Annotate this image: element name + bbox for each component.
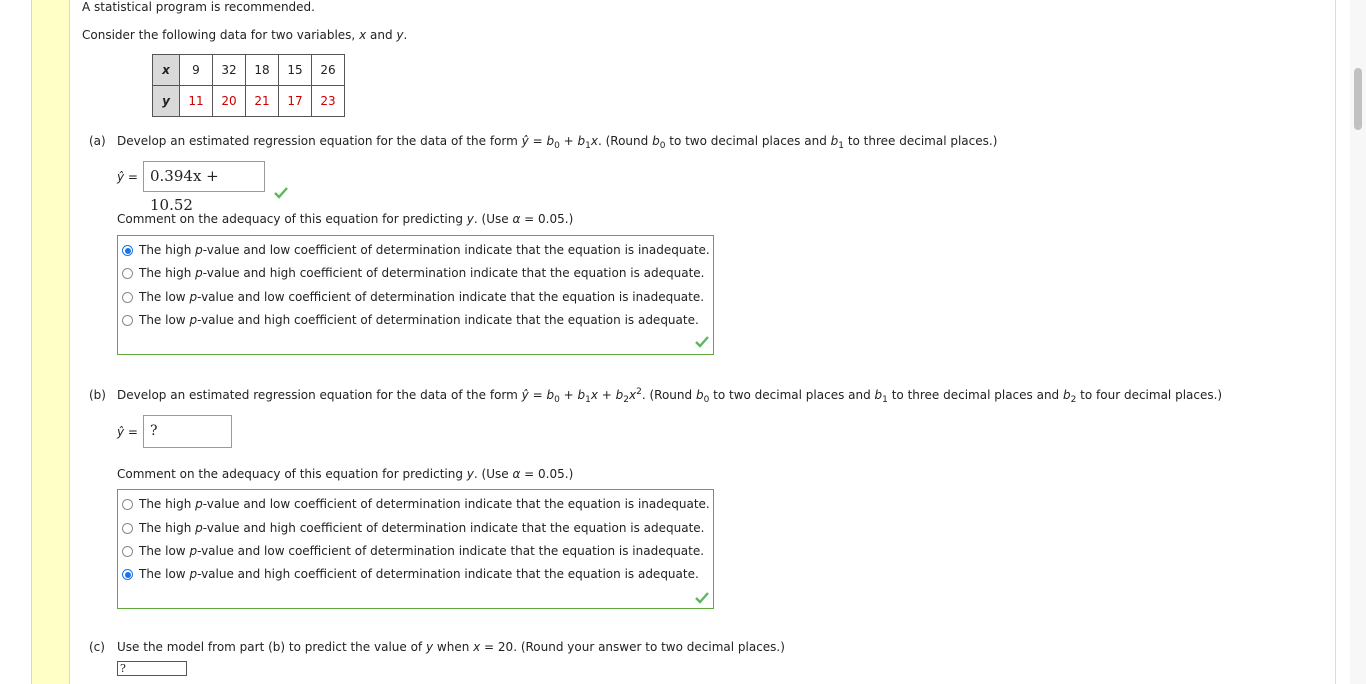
y-value: 20 (213, 86, 246, 117)
option-label: The high p-value and low coefficient of determination indicate that the equation is inadequate. (139, 243, 710, 257)
radio[interactable] (122, 546, 133, 557)
radio[interactable] (122, 523, 133, 534)
radio[interactable] (122, 315, 133, 326)
consider-text: Consider the following data for two variables, x and y. (82, 28, 408, 42)
content-border (1335, 0, 1336, 684)
scrollbar-thumb[interactable] (1354, 68, 1362, 130)
y-value: 23 (312, 86, 345, 117)
x-value: 15 (279, 55, 312, 86)
part-a-comment-prompt: Comment on the adequacy of this equation for predicting y. (Use α = 0.05.) (117, 212, 574, 226)
part-a-option-4[interactable] (122, 313, 699, 327)
x-header: x (153, 55, 180, 86)
part-a-choices (117, 235, 714, 355)
y-header: y (153, 86, 180, 117)
part-a-option-2[interactable] (122, 266, 704, 280)
part-a-option-3[interactable] (122, 290, 704, 304)
x-value: 18 (246, 55, 279, 86)
part-b-choices (117, 489, 714, 609)
option-label: The high p-value and high coefficient of determination indicate that the equation is adequate. (139, 521, 705, 535)
option-label: The low p-value and low coefficient of determination indicate that the equation is inadequate. (139, 290, 705, 304)
part-b-option-2[interactable] (122, 521, 704, 535)
part-a-answer-field[interactable]: 0.394x + 10.52 (143, 161, 265, 192)
radio[interactable] (122, 292, 133, 303)
radio[interactable] (122, 499, 133, 510)
option-label: The low p-value and high coefficient of determination indicate that the equation is adequate. (139, 313, 699, 327)
option-label: The high p-value and low coefficient of determination indicate that the equation is inadequate. (139, 497, 710, 511)
part-b-prompt: Develop an estimated regression equation for the data of the form ŷ = $b_0 + b_1x + b_2x^2$. (Round $b_0$ to two decimal places and $b_1$ to three decimal places and $b_2$ to four decimal places.) (117, 387, 1223, 405)
part-c-answer-field[interactable]: ? (117, 661, 187, 676)
recommend-text: A statistical program is recommended. (82, 0, 315, 14)
part-b-option-1[interactable] (122, 497, 710, 511)
check-icon (695, 336, 709, 348)
option-label: The high p-value and high coefficient of determination indicate that the equation is adequate. (139, 266, 705, 280)
check-icon (695, 592, 709, 604)
part-b-option-4[interactable] (122, 567, 699, 581)
x-value: 9 (180, 55, 213, 86)
check-icon (274, 187, 288, 199)
x-value: 26 (312, 55, 345, 86)
part-b-yhat-label: ŷ = (117, 425, 138, 439)
part-a-prompt: Develop an estimated regression equation for the data of the form ŷ = $b_0 + b_1x$. (Round $b_0$ to two decimal places and $b_1$ to three decimal places.) (117, 134, 998, 151)
part-a-yhat-label: ŷ = (117, 170, 138, 184)
part-a-label: (a) (89, 134, 106, 148)
radio[interactable] (122, 268, 133, 279)
x-row (153, 55, 345, 86)
radio-selected[interactable] (122, 245, 133, 256)
y-value: 11 (180, 86, 213, 117)
radio-selected[interactable] (122, 569, 133, 580)
left-margin-strip (31, 0, 70, 684)
x-value: 32 (213, 55, 246, 86)
part-b-comment-prompt: Comment on the adequacy of this equation for predicting y. (Use α = 0.05.) (117, 467, 574, 481)
y-value: 17 (279, 86, 312, 117)
part-b-label: (b) (89, 388, 106, 402)
option-label: The low p-value and low coefficient of determination indicate that the equation is inadequate. (139, 544, 705, 558)
part-c-prompt: Use the model from part (b) to predict the value of y when x = 20. (Round your answer to two decimal places.) (117, 640, 785, 654)
part-b-answer-field[interactable]: ? (143, 415, 232, 448)
option-label: The low p-value and high coefficient of determination indicate that the equation is adequate. (139, 567, 699, 581)
part-c-label: (c) (89, 640, 105, 654)
data-table (152, 54, 345, 117)
part-b-option-3[interactable] (122, 544, 704, 558)
y-value: 21 (246, 86, 279, 117)
y-row (153, 86, 345, 117)
part-a-option-1[interactable] (122, 243, 710, 257)
